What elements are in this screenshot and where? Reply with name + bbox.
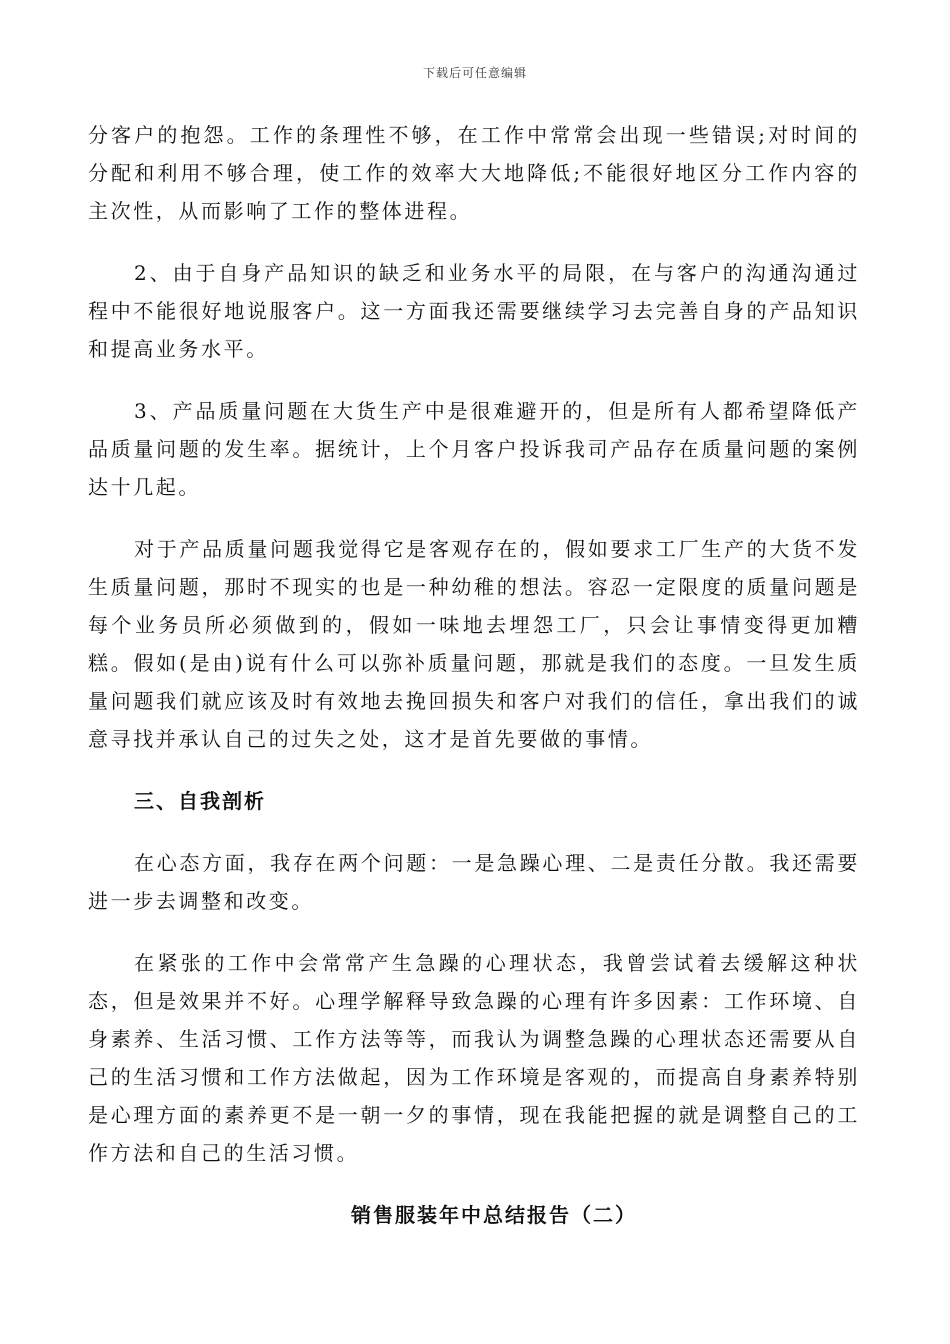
paragraph-continuation: 分客户的抱怨。工作的条理性不够，在工作中常常会出现一些错误;对时间的分配和利用不够合理，使工作的效率大大地降低;不能很好地区分工作内容的主次性，从而影响了工作的整体进程。 — [88, 123, 860, 223]
section-heading-self-analysis: 三、自我剖析 — [134, 789, 266, 813]
paragraph-mindset: 在心态方面，我存在两个问题：一是急躁心理、二是责任分散。我还需要进一步去调整和改变。 — [88, 851, 860, 913]
document-title: 销售服装年中总结报告（二） — [351, 1203, 637, 1227]
page-header: 下载后可任意编辑 — [422, 66, 527, 80]
paragraph-point-2: 2、由于自身产品知识的缺乏和业务水平的局限，在与客户的沟通沟通过程中不能很好地说服客户。这一方面我还需要继续学习去完善自身的产品知识和提高业务水平。 — [88, 261, 860, 361]
document-body — [88, 116, 860, 1234]
paragraph-quality-attitude: 对于产品质量问题我觉得它是客观存在的，假如要求工厂生产的大货不发生质量问题，那时不现实的也是一种幼稚的想法。容忍一定限度的质量问题是每个业务员所必须做到的，假如一味地去埋怨工厂，只会让事情变得更加糟糕。假如(是由)说有什么可以弥补质量问题，那就是我们的态度。一旦发生质量问题我们就应该及时有效地去挽回损失和客户对我们的信任，拿出我们的诚意寻找并承认自己的过失之处，这才是首先要做的事情。 — [88, 537, 860, 751]
paragraph-point-3: 3、产品质量问题在大货生产中是很难避开的，但是所有人都希望降低产品质量问题的发生率。据统计，上个月客户投诉我司产品存在质量问题的案例达十几起。 — [88, 399, 860, 499]
paragraph-impatience: 在紧张的工作中会常常产生急躁的心理状态，我曾尝试着去缓解这种状态，但是效果并不好。心理学解释导致急躁的心理有许多因素：工作环境、自身素养、生活习惯、工作方法等等，而我认为调整急躁的心理状态还需要从自己的生活习惯和工作方法做起，因为工作环境是客观的，而提高自身素养特别是心理方面的素养更不是一朝一夕的事情，现在我能把握的就是调整自己的工作方法和自己的生活习惯。 — [88, 951, 860, 1165]
